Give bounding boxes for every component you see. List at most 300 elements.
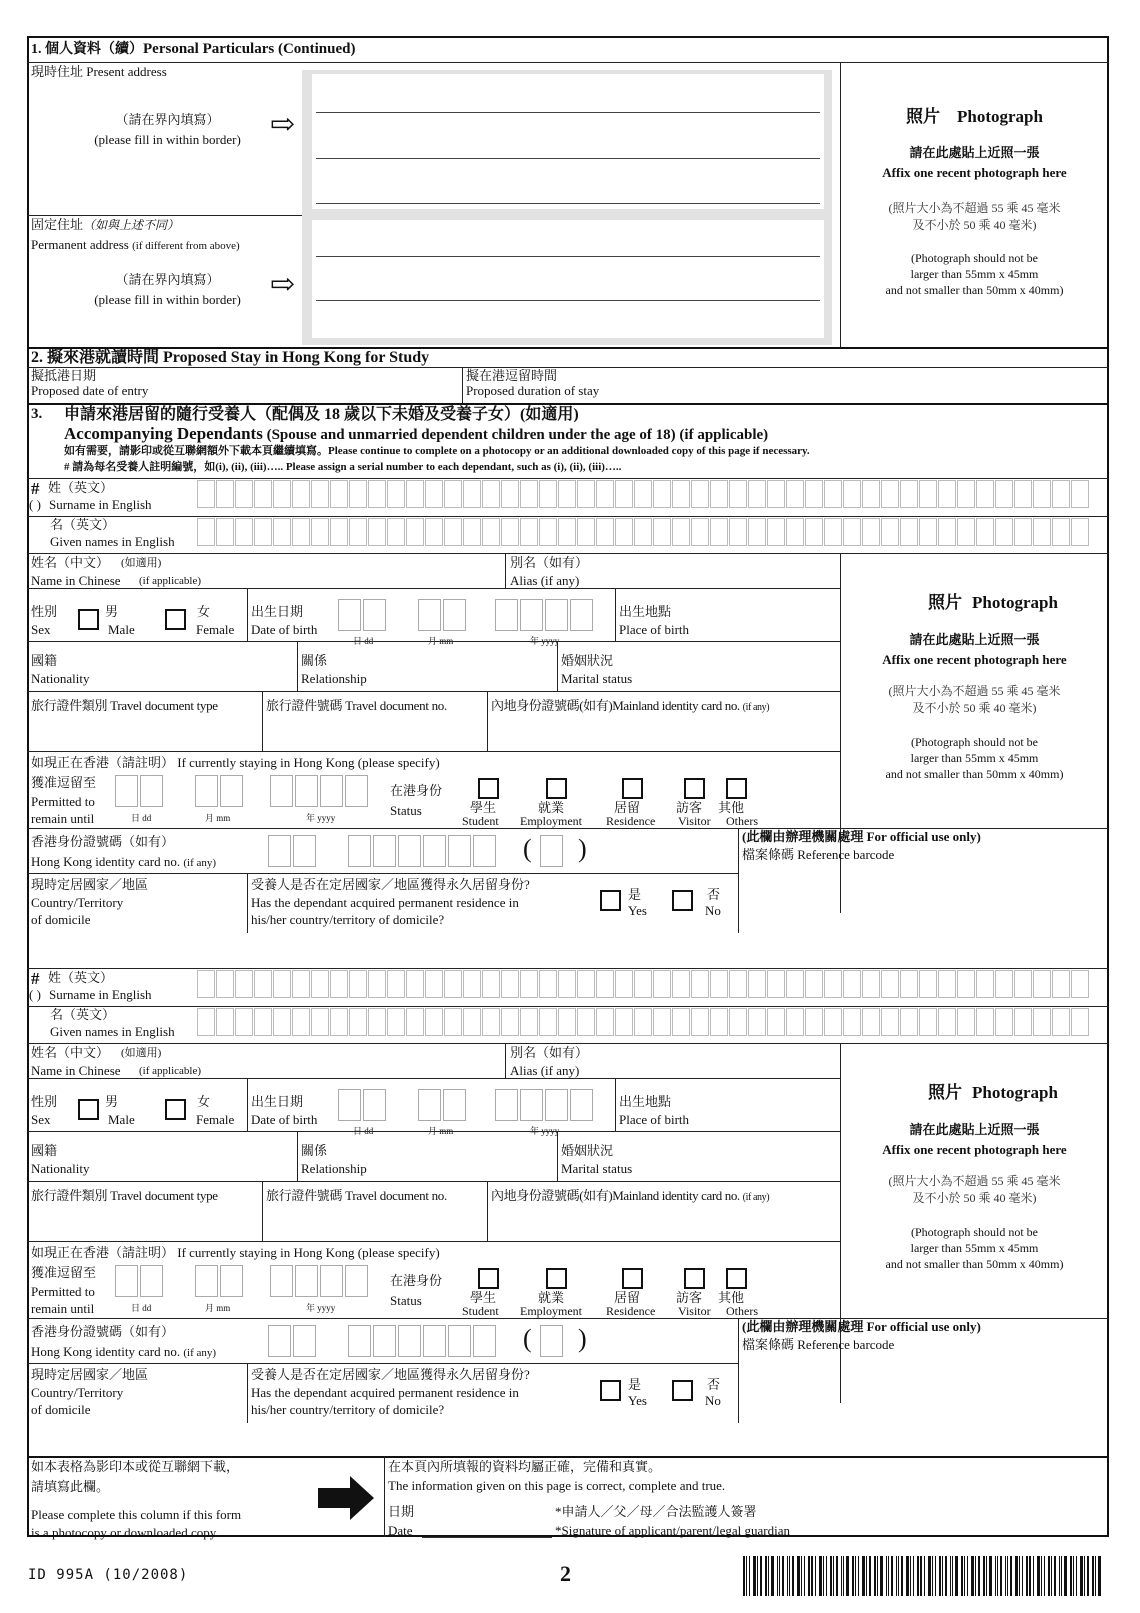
char-cell[interactable] (596, 970, 614, 998)
hkid-digit-box[interactable] (473, 1325, 496, 1357)
char-cell[interactable] (425, 518, 443, 546)
char-cell[interactable] (862, 1008, 880, 1036)
status-residence-checkbox[interactable] (622, 778, 643, 799)
char-cell[interactable] (672, 480, 690, 508)
char-cell[interactable] (444, 1008, 462, 1036)
char-cell[interactable] (729, 970, 747, 998)
hkid-digit-box[interactable] (348, 835, 371, 867)
char-cell[interactable] (1071, 518, 1089, 546)
char-cell[interactable] (938, 1008, 956, 1036)
female-checkbox[interactable] (165, 1099, 186, 1120)
char-cell[interactable] (748, 1008, 766, 1036)
char-cell[interactable] (1033, 480, 1051, 508)
alias-input[interactable] (600, 566, 830, 586)
dob-month-box[interactable] (418, 1089, 441, 1121)
travel-doc-type-label: 旅行證件類別 Travel document type (31, 698, 218, 713)
char-cell[interactable] (615, 518, 633, 546)
char-cell[interactable] (615, 480, 633, 508)
char-cell[interactable] (995, 518, 1013, 546)
char-cell[interactable] (235, 1008, 253, 1036)
char-cell[interactable] (919, 480, 937, 508)
char-cell[interactable] (197, 1008, 215, 1036)
hkid-digit-box[interactable] (448, 835, 471, 867)
char-cell[interactable] (1052, 480, 1070, 508)
hkid-digit-box[interactable] (473, 835, 496, 867)
surname-english-input[interactable] (197, 480, 1090, 510)
dob-year-box[interactable] (520, 1089, 543, 1121)
given-names-english-input[interactable] (197, 1008, 1090, 1038)
hkid-letter-box[interactable] (268, 835, 291, 867)
char-cell[interactable] (520, 518, 538, 546)
char-cell[interactable] (254, 480, 272, 508)
char-cell[interactable] (843, 970, 861, 998)
female-checkbox[interactable] (165, 609, 186, 630)
char-cell[interactable] (1014, 1008, 1032, 1036)
char-cell[interactable] (311, 1008, 329, 1036)
char-cell[interactable] (463, 1008, 481, 1036)
chinese-name-input[interactable] (220, 1056, 500, 1076)
char-cell[interactable] (748, 518, 766, 546)
dob-year-box[interactable] (545, 1089, 568, 1121)
stay-month-box[interactable] (195, 1265, 218, 1297)
char-cell[interactable] (254, 1008, 272, 1036)
char-cell[interactable] (710, 518, 728, 546)
char-cell[interactable] (501, 1008, 519, 1036)
char-cell[interactable] (501, 480, 519, 508)
char-cell[interactable] (862, 480, 880, 508)
domicile-input[interactable] (150, 1378, 245, 1413)
char-cell[interactable] (672, 1008, 690, 1036)
char-cell[interactable] (539, 518, 557, 546)
char-cell[interactable] (1014, 970, 1032, 998)
char-cell[interactable] (672, 970, 690, 998)
place-of-birth-input[interactable] (700, 606, 835, 631)
char-cell[interactable] (311, 518, 329, 546)
char-cell[interactable] (881, 518, 899, 546)
char-cell[interactable] (330, 970, 348, 998)
char-cell[interactable] (767, 970, 785, 998)
char-cell[interactable] (311, 970, 329, 998)
mainland-id-label: 內地身份證號碼(如有)Mainland identity card no. (if any) (491, 698, 770, 713)
char-cell[interactable] (577, 518, 595, 546)
hkid-check-digit-box[interactable] (540, 1325, 563, 1357)
char-cell[interactable] (900, 518, 918, 546)
dob-year-box[interactable] (570, 1089, 593, 1121)
male-checkbox[interactable] (78, 1099, 99, 1120)
char-cell[interactable] (786, 1008, 804, 1036)
char-cell[interactable] (691, 518, 709, 546)
char-cell[interactable] (862, 970, 880, 998)
marital-status-input[interactable] (660, 663, 835, 685)
char-cell[interactable] (653, 518, 671, 546)
hkid-digit-box[interactable] (398, 1325, 421, 1357)
hkid-digit-box[interactable] (423, 1325, 446, 1357)
char-cell[interactable] (330, 480, 348, 508)
char-cell[interactable] (387, 518, 405, 546)
char-cell[interactable] (729, 480, 747, 508)
photo-title-zh: 照片 (928, 593, 962, 612)
dob-month-box[interactable] (443, 1089, 466, 1121)
stay-year-box[interactable] (345, 1265, 368, 1297)
char-cell[interactable] (558, 1008, 576, 1036)
date-field[interactable] (422, 1537, 552, 1538)
char-cell[interactable] (444, 480, 462, 508)
char-cell[interactable] (653, 970, 671, 998)
stay-year-box[interactable] (345, 775, 368, 807)
place-of-birth-input[interactable] (700, 1096, 835, 1121)
hkid-letter-box[interactable] (268, 1325, 291, 1357)
status-visitor-checkbox[interactable] (684, 1268, 705, 1289)
dob-day-box[interactable] (338, 599, 361, 631)
char-cell[interactable] (596, 480, 614, 508)
dob-year-box[interactable] (520, 599, 543, 631)
char-cell[interactable] (368, 480, 386, 508)
char-cell[interactable] (292, 1008, 310, 1036)
dob-year-box[interactable] (545, 599, 568, 631)
char-cell[interactable] (368, 518, 386, 546)
stay-year-box[interactable] (295, 1265, 318, 1297)
char-cell[interactable] (349, 480, 367, 508)
permanent-residence-no-checkbox[interactable] (672, 890, 693, 911)
char-cell[interactable] (216, 1008, 234, 1036)
char-cell[interactable] (710, 970, 728, 998)
char-cell[interactable] (634, 970, 652, 998)
char-cell[interactable] (558, 518, 576, 546)
char-cell[interactable] (786, 480, 804, 508)
stay-day-box[interactable] (140, 1265, 163, 1297)
char-cell[interactable] (482, 1008, 500, 1036)
char-cell[interactable] (197, 970, 215, 998)
char-cell[interactable] (558, 970, 576, 998)
dob-day-box[interactable] (338, 1089, 361, 1121)
marital-status-label-en: Marital status (561, 1161, 633, 1176)
char-cell[interactable] (539, 480, 557, 508)
char-cell[interactable] (900, 970, 918, 998)
permanent-residence-yes-checkbox[interactable] (600, 1380, 621, 1401)
char-cell[interactable] (691, 480, 709, 508)
no-label-en: No (705, 1393, 721, 1408)
given-names-english-input[interactable] (197, 518, 1090, 548)
surname-english-input[interactable] (197, 970, 1090, 1000)
char-cell[interactable] (482, 970, 500, 998)
char-cell[interactable] (254, 970, 272, 998)
char-cell[interactable] (767, 480, 785, 508)
char-cell[interactable] (691, 1008, 709, 1036)
char-cell[interactable] (881, 1008, 899, 1036)
char-cell[interactable] (843, 1008, 861, 1036)
char-cell[interactable] (805, 1008, 823, 1036)
char-cell[interactable] (406, 1008, 424, 1036)
char-cell[interactable] (634, 480, 652, 508)
stay-year-box[interactable] (320, 775, 343, 807)
char-cell[interactable] (729, 518, 747, 546)
char-cell[interactable] (349, 518, 367, 546)
nationality-input[interactable] (120, 1153, 290, 1175)
barcode-bar (1087, 1556, 1089, 1596)
char-cell[interactable] (957, 518, 975, 546)
char-cell[interactable] (349, 970, 367, 998)
status-employment-checkbox[interactable] (546, 1268, 567, 1289)
char-cell[interactable] (501, 518, 519, 546)
char-cell[interactable] (463, 970, 481, 998)
char-cell[interactable] (292, 518, 310, 546)
char-cell[interactable] (843, 518, 861, 546)
char-cell[interactable] (444, 518, 462, 546)
char-cell[interactable] (919, 1008, 937, 1036)
char-cell[interactable] (900, 1008, 918, 1036)
char-cell[interactable] (957, 1008, 975, 1036)
char-cell[interactable] (254, 518, 272, 546)
char-cell[interactable] (235, 518, 253, 546)
char-cell[interactable] (634, 518, 652, 546)
hkid-check-digit-box[interactable] (540, 835, 563, 867)
char-cell[interactable] (938, 518, 956, 546)
char-cell[interactable] (330, 518, 348, 546)
char-cell[interactable] (520, 1008, 538, 1036)
char-cell[interactable] (862, 518, 880, 546)
char-cell[interactable] (387, 480, 405, 508)
char-cell[interactable] (273, 970, 291, 998)
mainland-id-input[interactable] (491, 718, 836, 748)
hkid-digit-box[interactable] (373, 835, 396, 867)
char-cell[interactable] (1052, 518, 1070, 546)
nationality-input[interactable] (120, 663, 290, 685)
relationship-input[interactable] (390, 1153, 550, 1175)
status-others-checkbox[interactable] (726, 1268, 747, 1289)
travel-doc-no-input[interactable] (266, 1208, 481, 1238)
char-cell[interactable] (976, 1008, 994, 1036)
char-cell[interactable] (520, 480, 538, 508)
relationship-input[interactable] (390, 663, 550, 685)
char-cell[interactable] (843, 480, 861, 508)
hkid-digit-box[interactable] (448, 1325, 471, 1357)
char-cell[interactable] (824, 970, 842, 998)
status-visitor-checkbox[interactable] (684, 778, 705, 799)
char-cell[interactable] (482, 518, 500, 546)
char-cell[interactable] (577, 480, 595, 508)
char-cell[interactable] (1033, 970, 1051, 998)
char-cell[interactable] (273, 518, 291, 546)
char-cell[interactable] (786, 970, 804, 998)
dob-day-box[interactable] (363, 599, 386, 631)
char-cell[interactable] (710, 1008, 728, 1036)
char-cell[interactable] (558, 480, 576, 508)
stay-month-box[interactable] (220, 775, 243, 807)
char-cell[interactable] (216, 480, 234, 508)
char-cell[interactable] (786, 518, 804, 546)
char-cell[interactable] (387, 1008, 405, 1036)
char-cell[interactable] (615, 1008, 633, 1036)
barcode-bar (995, 1556, 996, 1596)
char-cell[interactable] (881, 970, 899, 998)
char-cell[interactable] (976, 970, 994, 998)
char-cell[interactable] (197, 480, 215, 508)
char-cell[interactable] (1033, 518, 1051, 546)
status-residence-label-zh: 居留 (614, 1290, 641, 1305)
stay-day-box[interactable] (115, 1265, 138, 1297)
char-cell[interactable] (368, 1008, 386, 1036)
char-cell[interactable] (235, 970, 253, 998)
alias-input[interactable] (600, 1056, 830, 1076)
char-cell[interactable] (672, 518, 690, 546)
char-cell[interactable] (197, 518, 215, 546)
mainland-id-input[interactable] (491, 1208, 836, 1238)
char-cell[interactable] (710, 480, 728, 508)
dob-month-box[interactable] (418, 599, 441, 631)
yyyy-label: 年 yyyy (306, 813, 336, 823)
char-cell[interactable] (539, 970, 557, 998)
char-cell[interactable] (729, 1008, 747, 1036)
permitted-until-label-en2: remain until (31, 1301, 95, 1316)
char-cell[interactable] (767, 1008, 785, 1036)
char-cell[interactable] (425, 970, 443, 998)
char-cell[interactable] (520, 970, 538, 998)
stay-month-box[interactable] (220, 1265, 243, 1297)
dob-day-box[interactable] (363, 1089, 386, 1121)
char-cell[interactable] (938, 970, 956, 998)
char-cell[interactable] (1071, 480, 1089, 508)
char-cell[interactable] (406, 518, 424, 546)
status-student-checkbox[interactable] (478, 1268, 499, 1289)
char-cell[interactable] (463, 518, 481, 546)
char-cell[interactable] (995, 1008, 1013, 1036)
char-cell[interactable] (577, 1008, 595, 1036)
char-cell[interactable] (463, 480, 481, 508)
char-cell[interactable] (216, 970, 234, 998)
char-cell[interactable] (501, 970, 519, 998)
hkid-digit-box[interactable] (423, 835, 446, 867)
stay-year-box[interactable] (270, 1265, 293, 1297)
char-cell[interactable] (767, 518, 785, 546)
char-cell[interactable] (216, 518, 234, 546)
char-cell[interactable] (1052, 970, 1070, 998)
domicile-input[interactable] (150, 888, 245, 923)
barcode-bar (1015, 1556, 1018, 1596)
status-employment-checkbox[interactable] (546, 778, 567, 799)
char-cell[interactable] (824, 480, 842, 508)
stay-month-box[interactable] (195, 775, 218, 807)
char-cell[interactable] (425, 480, 443, 508)
char-cell[interactable] (634, 1008, 652, 1036)
char-cell[interactable] (596, 518, 614, 546)
char-cell[interactable] (596, 1008, 614, 1036)
char-cell[interactable] (1052, 1008, 1070, 1036)
char-cell[interactable] (425, 1008, 443, 1036)
photo-area-dependant[interactable] (842, 553, 1107, 828)
char-cell[interactable] (330, 1008, 348, 1036)
char-cell[interactable] (805, 480, 823, 508)
char-cell[interactable] (444, 970, 462, 998)
char-cell[interactable] (957, 480, 975, 508)
char-cell[interactable] (292, 970, 310, 998)
travel-doc-no-input[interactable] (266, 718, 481, 748)
barcode-bar (942, 1556, 943, 1596)
char-cell[interactable] (653, 480, 671, 508)
char-cell[interactable] (995, 970, 1013, 998)
char-cell[interactable] (824, 1008, 842, 1036)
reference-barcode-label: 檔案條碼 Reference barcode (742, 1337, 895, 1352)
dob-year-box[interactable] (570, 599, 593, 631)
char-cell[interactable] (1071, 1008, 1089, 1036)
nationality-label-en: Nationality (31, 1161, 90, 1176)
char-cell[interactable] (406, 970, 424, 998)
permanent-residence-no-checkbox[interactable] (672, 1380, 693, 1401)
status-residence-checkbox[interactable] (622, 1268, 643, 1289)
stay-year-box[interactable] (295, 775, 318, 807)
char-cell[interactable] (1014, 518, 1032, 546)
char-cell[interactable] (653, 1008, 671, 1036)
char-cell[interactable] (919, 518, 937, 546)
char-cell[interactable] (235, 480, 253, 508)
char-cell[interactable] (368, 970, 386, 998)
char-cell[interactable] (691, 970, 709, 998)
char-cell[interactable] (805, 970, 823, 998)
char-cell[interactable] (900, 480, 918, 508)
char-cell[interactable] (919, 970, 937, 998)
char-cell[interactable] (387, 970, 405, 998)
char-cell[interactable] (292, 480, 310, 508)
hkid-digit-box[interactable] (373, 1325, 396, 1357)
hkid-letter-box[interactable] (293, 1325, 316, 1357)
permanent-residence-yes-checkbox[interactable] (600, 890, 621, 911)
dob-year-box[interactable] (495, 1089, 518, 1121)
char-cell[interactable] (577, 970, 595, 998)
char-cell[interactable] (748, 970, 766, 998)
char-cell[interactable] (957, 970, 975, 998)
stay-year-box[interactable] (270, 775, 293, 807)
status-student-checkbox[interactable] (478, 778, 499, 799)
place-of-birth-label-zh: 出生地點 (619, 1094, 672, 1109)
char-cell[interactable] (273, 480, 291, 508)
dob-month-box[interactable] (443, 599, 466, 631)
hkid-digit-box[interactable] (398, 835, 421, 867)
photo-area-applicant[interactable]: 照片 Photograph 請在此處貼上近照一張 Affix one recent photograph here (照片大小為不超過 55 乘 45 毫米 及不小於 50 乘 40 毫米) (Photograph should not be larger than 55mm x 45mm and not smaller than 50mm x 40mm) (882, 107, 1067, 297)
travel-doc-type-input[interactable] (31, 718, 256, 748)
char-cell[interactable] (995, 480, 1013, 508)
char-cell[interactable] (805, 518, 823, 546)
char-cell[interactable] (311, 480, 329, 508)
char-cell[interactable] (1071, 970, 1089, 998)
travel-doc-type-input[interactable] (31, 1208, 256, 1238)
char-cell[interactable] (748, 480, 766, 508)
chinese-name-input[interactable] (220, 566, 500, 586)
char-cell[interactable] (976, 480, 994, 508)
dob-year-box[interactable] (495, 599, 518, 631)
stay-day-box[interactable] (115, 775, 138, 807)
status-others-checkbox[interactable] (726, 778, 747, 799)
char-cell[interactable] (273, 1008, 291, 1036)
stay-day-box[interactable] (140, 775, 163, 807)
hkid-digit-box[interactable] (348, 1325, 371, 1357)
char-cell[interactable] (349, 1008, 367, 1036)
hkid-letter-box[interactable] (293, 835, 316, 867)
char-cell[interactable] (1033, 1008, 1051, 1036)
char-cell[interactable] (406, 480, 424, 508)
char-cell[interactable] (615, 970, 633, 998)
char-cell[interactable] (824, 518, 842, 546)
char-cell[interactable] (938, 480, 956, 508)
char-cell[interactable] (881, 480, 899, 508)
marital-status-input[interactable] (660, 1153, 835, 1175)
mm-label: 月 mm (205, 813, 231, 823)
stay-year-box[interactable] (320, 1265, 343, 1297)
char-cell[interactable] (976, 518, 994, 546)
char-cell[interactable] (1014, 480, 1032, 508)
char-cell[interactable] (482, 480, 500, 508)
photo-area-dependant[interactable] (842, 1043, 1107, 1318)
char-cell[interactable] (539, 1008, 557, 1036)
male-checkbox[interactable] (78, 609, 99, 630)
